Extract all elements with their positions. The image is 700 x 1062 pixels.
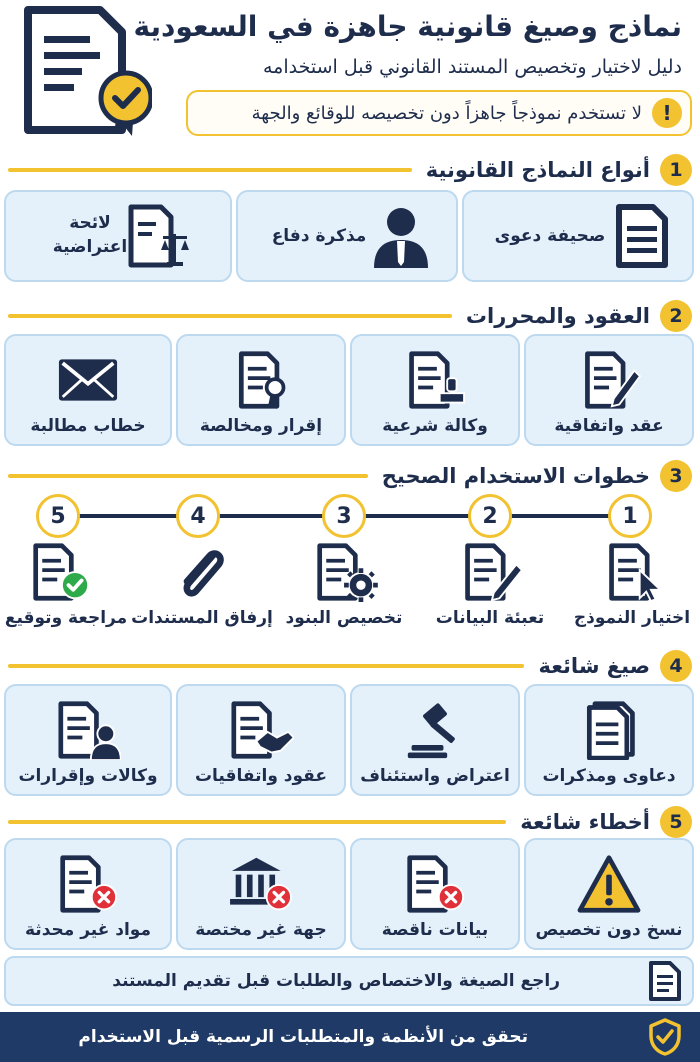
document-error-icon xyxy=(402,854,468,914)
card-label: نسخ دون تخصيص xyxy=(535,920,683,940)
section-divider xyxy=(8,820,506,824)
step-number: 5 xyxy=(36,494,80,538)
page-subtitle: دليل لاختيار وتخصيص المستند القانوني قبل استخدامه xyxy=(263,56,682,78)
card-incomplete-data xyxy=(350,838,520,950)
document-ribbon-icon xyxy=(228,350,294,410)
document-person-icon xyxy=(55,700,121,760)
card-contract xyxy=(524,334,694,446)
document-certificate-icon xyxy=(22,6,152,136)
section-divider xyxy=(8,168,412,172)
card-wrong-authority xyxy=(176,838,346,950)
card-contracts-agreements xyxy=(176,684,346,796)
envelope-icon xyxy=(55,350,121,410)
section-title: العقود والمحررات xyxy=(465,304,650,328)
section-title: أنواع النماذج القانونية xyxy=(425,158,650,182)
card-acknowledgment xyxy=(176,334,346,446)
card-label: جهة غير مختصة xyxy=(195,920,327,940)
card-objection xyxy=(4,190,232,282)
step-number: 1 xyxy=(608,494,652,538)
warning-triangle-icon xyxy=(576,854,642,914)
document-error-icon xyxy=(55,854,121,914)
section-number: 2 xyxy=(660,300,692,332)
card-label: لائحة اعتراضية xyxy=(52,213,128,257)
document-cursor-icon xyxy=(600,542,670,602)
section-divider xyxy=(8,474,368,478)
stacked-documents-icon xyxy=(576,700,642,760)
footer-bar-text: تحقق من الأنظمة والمتطلبات الرسمية قبل الاستخدام xyxy=(78,1027,528,1047)
section-title: صيغ شائعة xyxy=(538,654,650,678)
warning-text: لا تستخدم نموذجاً جاهزاً دون تخصيصه للوقائع والجهة xyxy=(251,102,642,124)
card-label: دعاوى ومذكرات xyxy=(542,766,676,786)
step-number: 4 xyxy=(176,494,220,538)
section-heading-1 xyxy=(8,152,692,188)
card-label: مذكرة دفاع xyxy=(271,226,367,246)
card-label: إقرار ومخالصة xyxy=(199,416,323,436)
step-label: تخصيص البنود xyxy=(285,608,403,628)
card-label: بيانات ناقصة xyxy=(381,920,489,940)
card-label: وكالة شرعية xyxy=(382,416,488,436)
person-tie-icon xyxy=(366,204,436,268)
review-note xyxy=(4,956,694,1006)
card-label: خطاب مطالبة xyxy=(30,416,146,436)
section-divider xyxy=(8,664,524,668)
step-label: اختيار النموذج xyxy=(573,608,691,628)
section-divider xyxy=(8,314,452,318)
step-number: 2 xyxy=(468,494,512,538)
step-number: 3 xyxy=(322,494,366,538)
section-number: 5 xyxy=(660,806,692,838)
card-label: عقود واتفاقيات xyxy=(194,766,328,786)
section-heading-3 xyxy=(8,458,692,494)
document-gear-icon xyxy=(310,542,380,602)
exclamation-icon: ! xyxy=(652,98,682,128)
footer-bar xyxy=(0,1012,700,1062)
document-scales-icon xyxy=(127,204,197,268)
document-pencil-icon xyxy=(456,542,526,602)
courthouse-error-icon xyxy=(228,854,294,914)
card-lawsuit xyxy=(462,190,694,282)
document-stamp-icon xyxy=(402,350,468,410)
card-defense-memo xyxy=(236,190,458,282)
step-label: مراجعة وتوقيع xyxy=(4,608,128,628)
document-lines-icon xyxy=(605,204,675,268)
review-note-text: راجع الصيغة والاختصاص والطلبات قبل تقديم المستند xyxy=(112,971,560,991)
card-label: عقد واتفاقية xyxy=(554,416,664,436)
card-copy-without-customizing xyxy=(524,838,694,950)
card-label: وكالات وإقرارات xyxy=(18,766,158,786)
card-label: صحيفة دعوى xyxy=(494,226,606,246)
section-title: خطوات الاستخدام الصحيح xyxy=(381,464,650,488)
card-label: اعتراض واستئناف xyxy=(360,766,510,786)
section-number: 4 xyxy=(660,650,692,682)
section-number: 1 xyxy=(660,154,692,186)
step-label: إرفاق المستندات xyxy=(131,608,273,628)
warning-banner xyxy=(186,90,692,136)
document-icon xyxy=(648,961,682,1001)
document-check-icon xyxy=(26,542,96,602)
section-heading-5 xyxy=(8,804,692,840)
section-title: أخطاء شائعة xyxy=(520,810,650,834)
card-claim-letter xyxy=(4,334,172,446)
card-poa-acknowledgments xyxy=(4,684,172,796)
page-title: نماذج وصيغ قانونية جاهزة في السعودية xyxy=(133,10,682,43)
section-heading-2 xyxy=(8,298,692,334)
card-objection-appeal xyxy=(350,684,520,796)
card-outdated-articles xyxy=(4,838,172,950)
section-number: 3 xyxy=(660,460,692,492)
gavel-icon xyxy=(402,700,468,760)
section-heading-4 xyxy=(8,648,692,684)
card-label: مواد غير محدثة xyxy=(25,920,151,940)
paperclip-icon xyxy=(166,542,236,602)
document-pen-icon xyxy=(576,350,642,410)
card-power-of-attorney xyxy=(350,334,520,446)
document-handshake-icon xyxy=(228,700,294,760)
shield-check-icon xyxy=(648,1018,682,1056)
card-lawsuits-memos xyxy=(524,684,694,796)
step-label: تعبئة البيانات xyxy=(435,608,545,628)
